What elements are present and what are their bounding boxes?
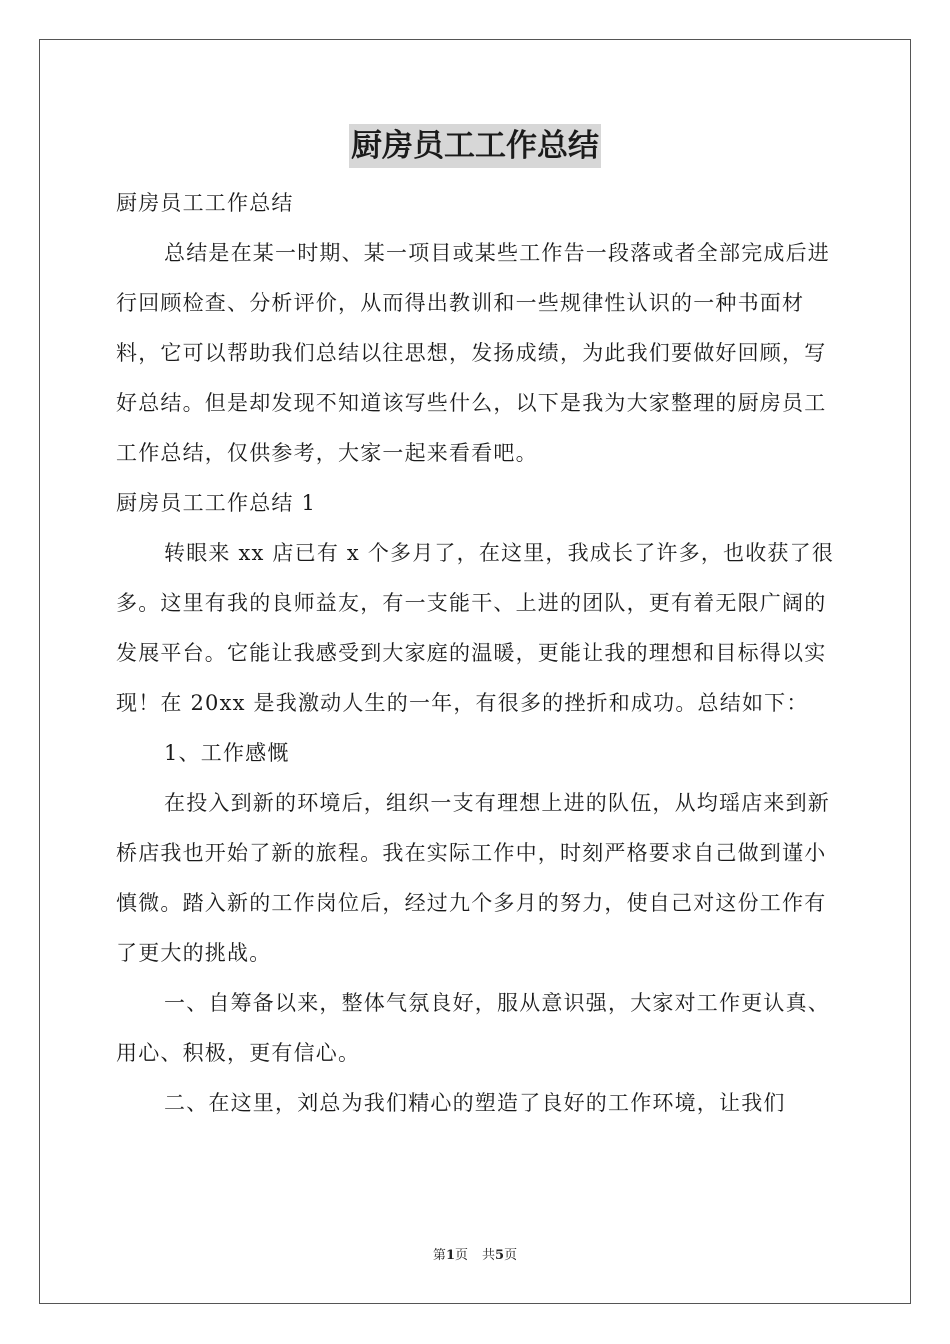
subtitle-paragraph: 厨房员工工作总结	[116, 191, 294, 215]
total-prefix: 共	[482, 1248, 496, 1263]
body-paragraph: 一、自筹备以来，整体气氛良好，服从意识强，大家对工作更认真、用心、积极，更有信心。	[116, 991, 830, 1065]
page-footer	[0, 1246, 950, 1266]
current-page-number: 1	[445, 1248, 455, 1263]
title-container	[0, 124, 950, 168]
document-title: 厨房员工工作总结	[349, 124, 601, 168]
document-body	[116, 178, 836, 1128]
section-heading: 厨房员工工作总结 1	[116, 491, 317, 515]
body-paragraph: 转眼来 xx 店已有 x 个多月了，在这里，我成长了许多，也收获了很多。这里有我的良师益友，有一支能干、上进的团队，更有着无限广阔的发展平台。它能让我感受到大家庭的温暖，更能让我的理想和目标得以实现！在 20xx 是我激动人生的一年，有很多的挫折和成功。总结如下：	[116, 541, 835, 715]
page-suffix: 页	[454, 1248, 468, 1263]
page-prefix: 第	[432, 1248, 446, 1263]
total-page-count: 5	[495, 1248, 505, 1263]
intro-paragraph: 总结是在某一时期、某一项目或某些工作告一段落或者全部完成后进行回顾检查、分析评价，从而得出教训和一些规律性认识的一种书面材料，它可以帮助我们总结以往思想，发扬成绩，为此我们要做好回顾，写好总结。但是却发现不知道该写些什么，以下是我为大家整理的厨房员工工作总结，仅供参考，大家一起来看看吧。	[116, 241, 830, 465]
list-heading: 1、工作感慨	[164, 741, 290, 765]
body-paragraph: 在投入到新的环境后，组织一支有理想上进的队伍，从均瑶店来到新桥店我也开始了新的旅程。我在实际工作中，时刻严格要求自己做到谨小慎微。踏入新的工作岗位后，经过九个多月的努力，使自己对这份工作有了更大的挑战。	[116, 791, 830, 965]
body-paragraph: 二、在这里，刘总为我们精心的塑造了良好的工作环境，让我们	[164, 1091, 786, 1115]
total-suffix: 页	[504, 1248, 518, 1263]
